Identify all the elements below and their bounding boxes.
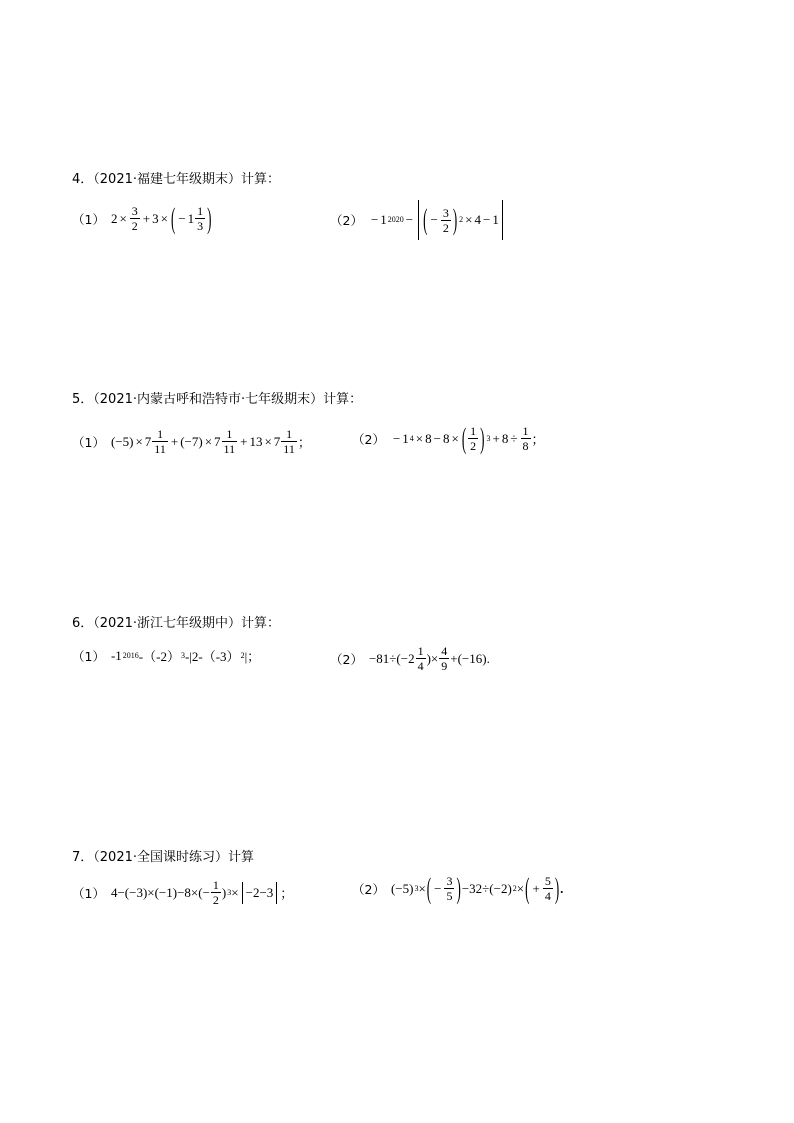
part-label: （2） bbox=[330, 651, 363, 667]
fraction: $\frac{3}{2}$ bbox=[131, 204, 138, 233]
part-label: （2） bbox=[330, 213, 363, 228]
question-6-title: 6．（2021·浙江七年级期中）计算： bbox=[72, 616, 280, 631]
fraction: $\frac{1}{8}$ bbox=[522, 424, 529, 453]
q6-part-1: （1） -1 2016 -（-2） 3 -|2-（-3） 2 |； bbox=[72, 647, 261, 664]
fraction: $\frac{4}{9}$ bbox=[441, 644, 448, 673]
fraction: $\frac{3}{5}$ bbox=[446, 874, 453, 903]
q4-part-2: （2） − 1 2020 − ( − $\frac{3}{2}$ ) 2 × 4 − 1 bbox=[330, 200, 506, 240]
q5-part-1: （1） (−5) × 7 $\frac{1}{11}$ + (−7) × 7 $\frac{1}{11}$ + 13 × 7 $\frac{1}{11}$ ； bbox=[72, 427, 311, 456]
q6-part-2: （2） −81÷(−2 $\frac{1}{4}$ )× $\frac{4}{9}$ +(−16). bbox=[330, 644, 490, 673]
q5-part-2: （2） − 1 4 × 8 − 8 × ( $\frac{1}{2}$ ) 3 + 8 ÷ $\frac{1}{8}$ ； bbox=[352, 420, 545, 455]
part-label: （2） bbox=[352, 881, 385, 897]
part-label: （1） bbox=[72, 885, 105, 901]
fraction: $\frac{1}{4}$ bbox=[417, 644, 424, 673]
q4-part-1: （1） 2 × $\frac{3}{2}$ + 3 × ( − 1 $\frac{1}{3}$ ) bbox=[72, 200, 212, 235]
part-label: （1） bbox=[72, 211, 105, 227]
fraction: $\frac{1}{2}$ bbox=[212, 878, 219, 907]
fraction: $\frac{5}{4}$ bbox=[544, 874, 551, 903]
q7-part-1: （1） 4−(−3)×(−1)−8×(− $\frac{1}{2}$ ) 3 × −2−3 ； bbox=[72, 878, 294, 907]
fraction: $\frac{1}{11}$ bbox=[283, 427, 295, 456]
fraction: $\frac{1}{2}$ bbox=[470, 424, 477, 453]
part-label: （1） bbox=[72, 648, 105, 664]
fraction: $\frac{3}{2}$ bbox=[442, 205, 449, 235]
fraction: $\frac{1}{11}$ bbox=[154, 427, 166, 456]
part-label: （2） bbox=[352, 431, 385, 447]
q7-part-2: （2） (−5) 3 × ( − $\frac{3}{5}$ ) −32÷(−2) 2 × ( + $\frac{5}{4}$ ) . bbox=[352, 870, 564, 905]
question-5-title: 5．（2021·内蒙古呼和浩特市·七年级期末）计算： bbox=[72, 392, 363, 407]
question-4-title: 4．（2021·福建七年级期末）计算： bbox=[72, 172, 280, 187]
part-label: （1） bbox=[72, 434, 105, 450]
question-7-title: 7．（2021·全国课时练习）计算 bbox=[72, 850, 254, 865]
fraction: $\frac{1}{11}$ bbox=[223, 427, 236, 456]
fraction: $\frac{1}{3}$ bbox=[197, 204, 204, 233]
